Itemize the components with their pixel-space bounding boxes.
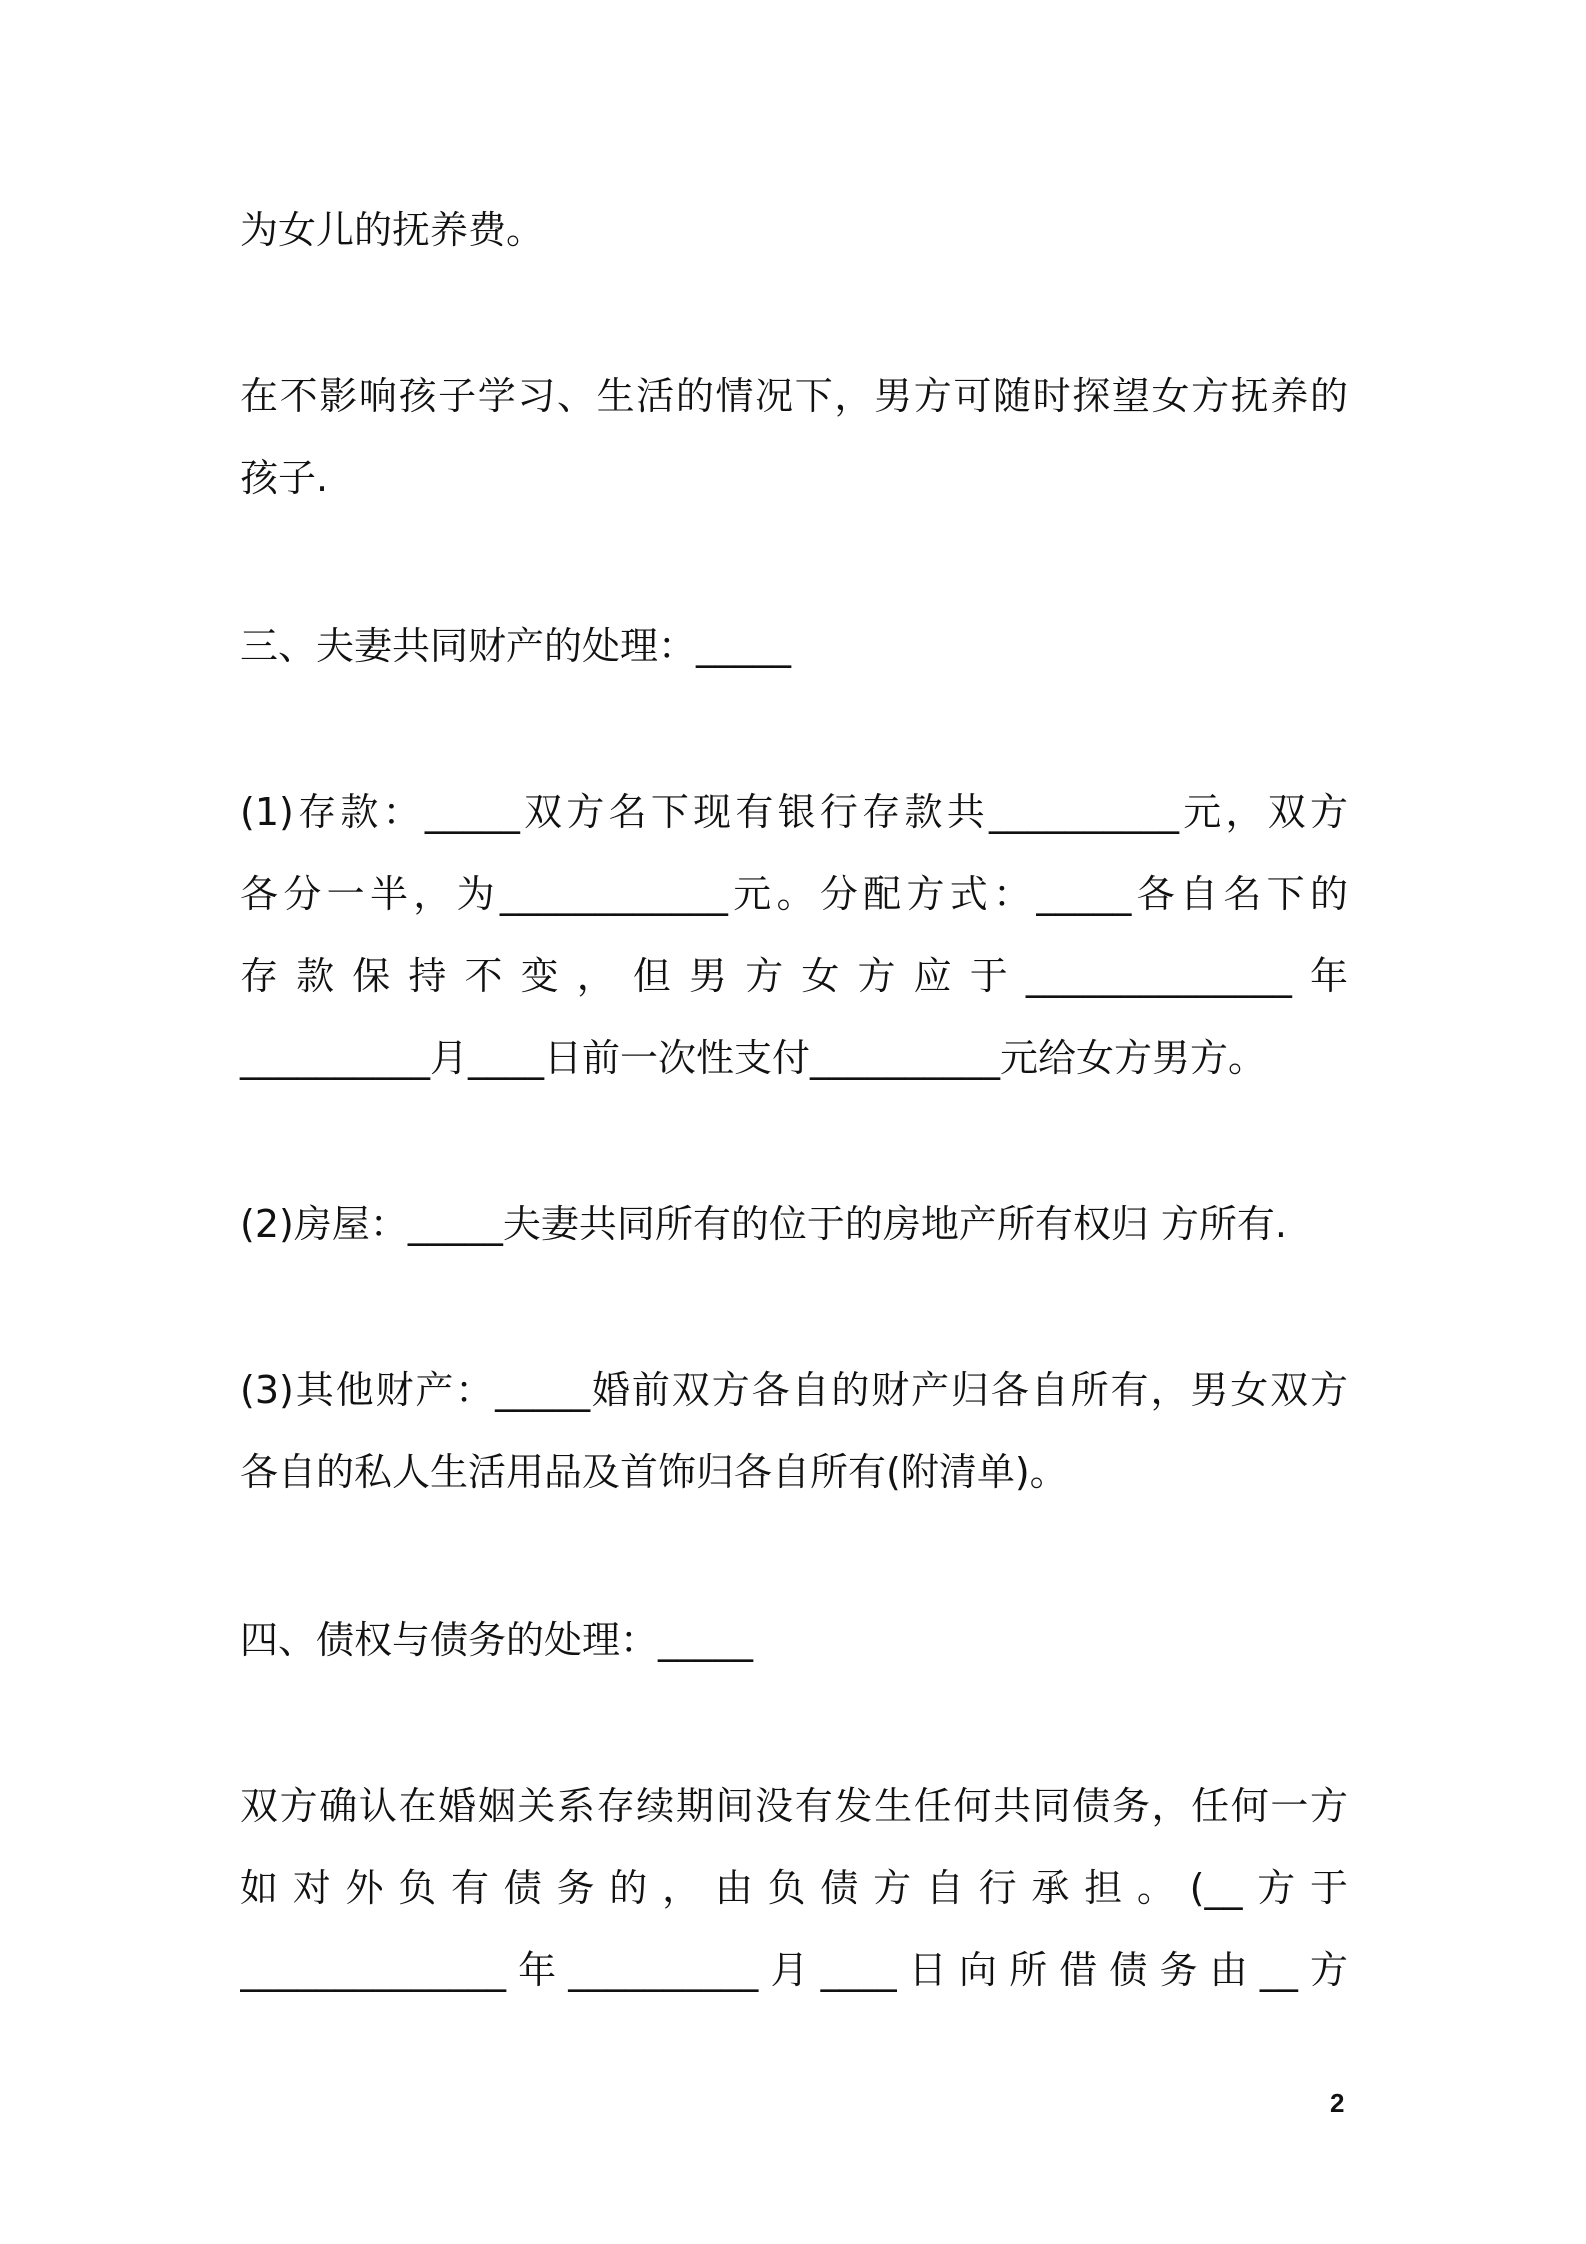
section-heading-debts: 四、债权与债务的处理：_____ xyxy=(240,1618,754,1662)
text-line-house: (2)房屋：_____夫妻共同所有的位于的房地产所有权归 方所有. xyxy=(240,1202,1287,1246)
text-line-debts-1: 双方确认在婚姻关系存续期间没有发生任何共同债务，任何一方 xyxy=(240,1784,1348,1828)
text-line-visitation-end: 孩子. xyxy=(240,456,329,500)
text-line-visitation: 在不影响孩子学习、生活的情况下，男方可随时探望女方抚养的 xyxy=(240,374,1348,418)
text-line-other-property-1: (3)其他财产：_____婚前双方各自的财产归各自所有，男女双方 xyxy=(240,1368,1348,1412)
text-line-debts-3: ______________年__________月____日向所借债务由__方 xyxy=(240,1948,1348,1992)
text-line-support-fee: 为女儿的抚养费。 xyxy=(240,208,545,252)
text-line-debts-2: 如对外负有债务的，由负债方自行承担。(__方于 xyxy=(240,1866,1348,1910)
text-line-other-property-2: 各自的私人生活用品及首饰归各自所有(附清单)。 xyxy=(240,1450,1068,1494)
text-line-deposits-4: __________月____日前一次性支付__________元给女方男方。 xyxy=(240,1036,1267,1080)
text-line-deposits-1: (1)存款：_____双方名下现有银行存款共__________元，双方 xyxy=(240,790,1348,834)
text-line-deposits-2: 各分一半，为____________元。分配方式：_____各自名下的 xyxy=(240,872,1348,916)
text-line-deposits-3: 存款保持不变，但男方女方应于______________年 xyxy=(240,954,1348,998)
section-heading-joint-property: 三、夫妻共同财产的处理：_____ xyxy=(240,624,792,668)
page-number: 2 xyxy=(1330,2088,1345,2118)
